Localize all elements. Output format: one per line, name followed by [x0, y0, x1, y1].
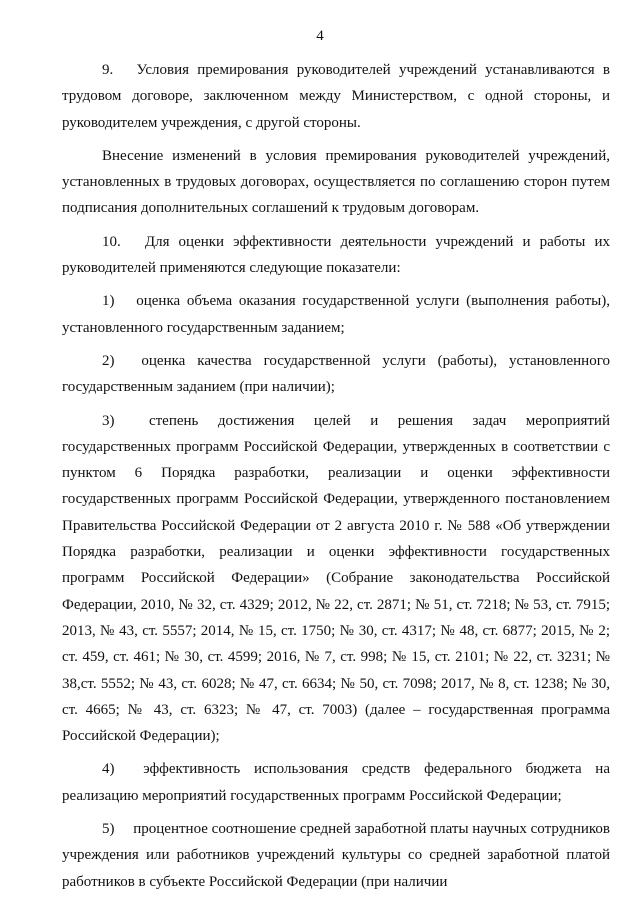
list-item-3: 3) степень достижения целей и решения задач мероприятий государственных программ Российской Федерации, утвержденных в соответствии с пунктом 6 Порядка разработки, реализации и оценки эффективности государственных программ Российской Федерации, утвержденного постановлением Правительства Российской Федерации от 2 августа 2010 г. № 588 «Об утверждении Порядка разработки, реализации и оценки эффективности государственных программ Российской Федерации» (Собрание законодательства Российской Федерации, 2010, № 32, ст. 4329; 2012, № 22, ст. 2871; № 51, ст. 7218; № 53, ст. 7915; 2013, № 43, ст. 5557; 2014, № 15, ст. 1750; № 30, ст. 4317; № 48, ст. 6877; 2015, № 2; ст. 459, ст. 461; № 30, ст. 4599; 2016, № 7, ст. 998; № 15, ст. 2101; № 22, ст. 3231; № 38,ст. 5552; № 43, ст. 6028; № 47, ст. 6634; № 50, ст. 7098; 2017, № 8, ст. 1238; № 30, ст. 4665; № 43, ст. 6323; № 47, ст. 7003) (далее – государственная программа Российской Федерации); [62, 412, 610, 745]
paragraph-item-9: 9. Условия премирования руководителей учреждений устанавливаются в трудовом договоре, заключенном между Министерством, с одной стороны, и руководителем учреждения, с другой стороны. [62, 62, 610, 131]
list-item-4: 4) эффективность использования средств федерального бюджета на реализацию мероприятий государственных программ Российской Федерации; [62, 761, 610, 804]
paragraph-item-10: 10. Для оценки эффективности деятельности учреждений и работы их руководителей применяются следующие показатели: [62, 233, 610, 277]
page-number: 4 [316, 28, 324, 44]
list-item-1: 1) оценка объема оказания государственной услуги (выполнения работы), установленного государственным заданием; [62, 293, 610, 336]
list-item-5: 5) процентное соотношение средней заработной платы научных сотрудников учреждения или работников учреждений культуры со средней заработной платой работников в субъекте Российской Федерации (при наличии [62, 821, 610, 890]
document-body [62, 57, 610, 895]
paragraph-amendments: Внесение изменений в условия премирования руководителей учреждений, установленных в трудовых договорах, осуществляется по соглашению сторон путем подписания дополнительных соглашений к трудовым договорам. [62, 147, 610, 217]
list-item-2: 2) оценка качества государственной услуги (работы), установленного государственным заданием (при наличии); [62, 352, 610, 396]
